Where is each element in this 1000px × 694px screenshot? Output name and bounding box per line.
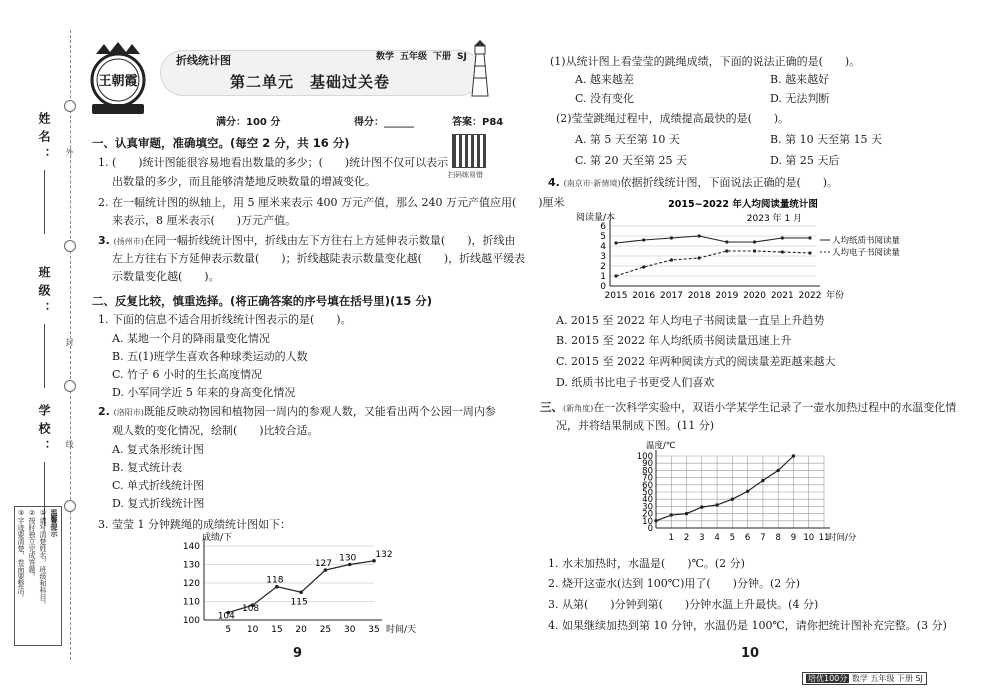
name-field[interactable] [36, 112, 53, 234]
series-line [656, 456, 793, 521]
data-point [642, 238, 645, 241]
x-tick-label: 10 [246, 625, 259, 635]
question-3-cont: 示数量变化越( )。 [112, 270, 220, 283]
volume: 下册 [433, 52, 452, 62]
qr-caption: 扫码练易错 [448, 171, 483, 179]
x-tick-label: 25 [319, 625, 332, 635]
option[interactable]: C. 竹子 6 小时的生长高度情况 [112, 368, 263, 381]
x-tick-label: 15 [271, 625, 283, 635]
x-tick-label: 2 [683, 533, 690, 543]
data-point [776, 469, 779, 472]
option[interactable]: B. 越来越好 [770, 73, 830, 86]
option[interactable]: C. 第 20 天至第 25 天 [575, 154, 687, 167]
data-label: 127 [314, 559, 333, 570]
x-tick-label: 2021 [770, 291, 794, 301]
question-3-text: 在同一幅折线统计图中，折线由左下方往右上方延伸表示数量( )，折线由 [143, 234, 516, 247]
data-point [731, 498, 734, 501]
option[interactable]: C. 单式折线统计图 [112, 479, 205, 492]
x-tick-label: 2022 [798, 291, 822, 301]
option[interactable]: B. 第 10 天至第 15 天 [770, 133, 883, 146]
section-3-text: 在一次科学实验中，双语小学某学生记录了一壶水加热过程中的水温变化情 [593, 401, 957, 414]
water-temperature-chart [628, 436, 860, 554]
answer-ref: 答案：P84 [452, 117, 504, 128]
page-title: 第二单元 基础过关卷 [230, 73, 391, 91]
y-tick-label: 110 [182, 597, 200, 608]
x-tick-label: 2015 [604, 291, 628, 301]
y-tick-label: 0 [647, 524, 653, 534]
data-point [698, 256, 701, 259]
data-point [614, 274, 617, 277]
question-3-cont: 左上方往右下方延伸表示数量( )；折线越陡表示数量变化越( )，折线越平缓表 [112, 252, 526, 265]
section-3-heading [540, 400, 956, 416]
section-1-heading: 一、认真审题，准确填空。(每空 2 分，共 16 分) [92, 136, 350, 150]
question-5-source: (洛阳市) [113, 408, 144, 417]
notice-line: ③字迹要清楚，卷面要整洁。 [17, 509, 25, 601]
y-tick-label: 3 [600, 252, 606, 262]
question-3: 3. (扬州市)在同一幅折线统计图中，折线由左下方往右上方延伸表示数量( )，折线由 [98, 234, 516, 247]
option[interactable]: A. 2015 至 2022 年人均电子书阅读量一直呈上升趋势 [556, 314, 825, 327]
school-label: 学校： [37, 404, 51, 458]
subject-line [376, 49, 473, 62]
option[interactable]: D. 无法判断 [770, 92, 830, 105]
x-tick-label: 20 [295, 625, 307, 635]
y-tick-label: 60 [642, 480, 653, 491]
name-label: 姓名： [37, 112, 51, 166]
data-point [792, 454, 795, 457]
y-axis-label: 阅读量/本 [576, 213, 616, 223]
data-label: 104 [217, 611, 235, 622]
option[interactable]: B. 复式统计表 [112, 461, 183, 474]
data-label: 130 [339, 553, 357, 564]
y-tick-label: 6 [600, 222, 606, 232]
x-tick-label: 2020 [743, 291, 767, 301]
option[interactable]: D. 复式折线统计图 [112, 497, 205, 510]
x-tick-label: 5 [729, 533, 736, 543]
data-point [761, 479, 764, 482]
y-tick-label: 1 [600, 272, 606, 282]
data-point [654, 519, 657, 522]
binding-tag-seal: 封 [65, 338, 74, 346]
question-4: 1. 下面的信息不适合用折线统计图表示的是( )。 [98, 313, 352, 326]
lighthouse-icon [466, 40, 494, 98]
y-tick-label: 4 [600, 242, 606, 252]
x-tick-label: 5 [225, 625, 232, 635]
binding-tag-line: 线 [65, 440, 74, 448]
data-point [725, 240, 728, 243]
subject: 数学 [376, 52, 395, 62]
y-tick-label: 2 [600, 262, 606, 272]
x-tick-label: 11 [818, 533, 830, 543]
data-point [753, 240, 756, 243]
question-5-cont: 观人数的变化情况，绘制( )比较合适。 [112, 424, 319, 437]
binding-circle-mark [64, 500, 76, 512]
legend-label: 人均电子书阅读量 [832, 248, 901, 258]
question-7-text: 依据折线统计图，下面说法正确的是( )。 [620, 176, 839, 189]
y-tick-label: 80 [642, 466, 653, 477]
option[interactable]: D. 纸质书比电子书更受人们喜欢 [556, 376, 715, 389]
y-tick-label: 50 [642, 488, 653, 498]
data-label: 108 [241, 604, 260, 615]
chart-title: 2015~2022 年人均阅读量统计图 [668, 199, 818, 210]
question-2: 2. 在一幅统计图的纵轴上，用 5 厘米来表示 400 万元产值，那么 240 万元产值应用( )厘米 [98, 196, 565, 209]
y-tick-label: 40 [642, 495, 653, 506]
page-number-left: 9 [293, 646, 303, 661]
x-tick-label: 10 [803, 533, 815, 543]
x-tick-label: 1 [668, 533, 674, 543]
data-point [700, 505, 703, 508]
section-2-heading: 二、反复比较，慎重选择。(将正确答案的序号填在括号里)(15 分) [92, 294, 433, 308]
x-tick-label: 3 [699, 533, 705, 543]
section-3-cont: 况，并将结果制成下图。(11 分) [556, 419, 715, 432]
x-tick-label: 30 [343, 625, 356, 635]
y-axis-label: 成绩/下 [202, 533, 233, 543]
x-axis-label: 时间/天 [386, 625, 417, 635]
x-tick-label: 2016 [632, 291, 656, 301]
binding-circle-mark [64, 100, 76, 112]
y-tick-label: 30 [642, 502, 653, 513]
class-field[interactable] [36, 266, 53, 388]
jump-rope-chart [160, 532, 420, 640]
y-tick-label: 120 [182, 579, 200, 589]
y-tick-label: 100 [182, 616, 200, 626]
notice-line: ①请写清楚姓名，班级和科目。 [39, 509, 47, 608]
question-9: 2. 烧开这壶水(达到 100℃)用了( )分钟。(2 分) [548, 577, 801, 590]
class-label: 班级： [37, 266, 51, 320]
edition: SJ [457, 52, 467, 62]
data-point [642, 265, 645, 268]
data-point [725, 249, 728, 252]
question-2-cont: 来表示，8 厘米表示( )万元产值。 [112, 214, 297, 227]
section-3-number: 三、 [540, 400, 563, 414]
y-tick-label: 20 [642, 509, 653, 520]
y-tick-label: 70 [642, 473, 653, 484]
data-point [670, 236, 673, 239]
question-7-source: (南京市·新情境) [563, 179, 621, 188]
question-8: 1. 水未加热时，水温是( )℃。(2 分) [548, 557, 745, 570]
x-tick-label: 4 [714, 533, 720, 543]
qr-code[interactable] [452, 134, 486, 168]
x-axis-label: 年份 [826, 291, 845, 301]
reading-chart [548, 196, 908, 308]
legend-label: 人均纸质书阅读量 [832, 236, 901, 246]
option[interactable]: A. 复式条形统计图 [112, 443, 204, 456]
data-point [670, 258, 673, 261]
question-7: 4. (南京市·新情境)依据折线统计图，下面说法正确的是( )。 [548, 176, 839, 189]
y-tick-label: 5 [600, 232, 606, 242]
question-5-text: 既能反映动物园和植物园一周内的参观人数，又能看出两个公园一周内参 [143, 405, 496, 418]
question-3-source: (扬州市) [113, 237, 144, 246]
binding-tag-outer: 外 [65, 148, 74, 156]
x-tick-label: 9 [790, 533, 797, 543]
y-tick-label: 140 [182, 542, 200, 552]
question-6-2: (2)莹莹跳绳过程中，成绩提高最快的是( )。 [556, 112, 790, 125]
y-tick-label: 100 [636, 452, 653, 462]
y-tick-label: 130 [182, 560, 200, 571]
data-point [614, 241, 617, 244]
notice-line: ②按时独立完成答题。 [28, 509, 36, 580]
option[interactable]: A. 第 5 天至第 10 天 [575, 133, 680, 146]
unit-label: 折线统计图 [176, 54, 231, 67]
option[interactable]: A. 越来越差 [575, 73, 634, 86]
y-tick-label: 90 [642, 459, 653, 470]
data-label: 115 [290, 597, 308, 608]
option[interactable]: D. 小军同学近 5 年来的身高变化情况 [112, 386, 296, 399]
question-10: 3. 从第( )分钟到第( )分钟水温上升最快。(4 分) [548, 598, 819, 611]
data-label: 118 [266, 575, 284, 586]
option[interactable]: B. 五(1)班学生喜欢各种球类运动的人数 [112, 350, 308, 363]
data-point [299, 590, 303, 594]
footer-brand: 培优100分 [808, 674, 848, 683]
notice-box [14, 506, 62, 646]
grade: 五年级 [400, 52, 428, 62]
x-tick-label: 8 [775, 533, 781, 543]
data-point [808, 236, 811, 239]
data-point [781, 250, 784, 253]
x-tick-label: 35 [368, 625, 380, 635]
footer-tag [802, 672, 927, 685]
question-6: 3. 莹莹 1 分钟跳绳的成绩统计图如下： [98, 518, 291, 531]
x-axis-label: 时间/分 [828, 533, 857, 543]
brand-logo [86, 40, 150, 120]
data-point [698, 234, 701, 237]
x-tick-label: 2018 [687, 291, 711, 301]
binding-circle-mark [64, 380, 76, 392]
question-1-cont: 出数量的多少，而且能够清楚地反映数量的增减变化。 [112, 175, 376, 188]
data-point [685, 512, 688, 515]
question-6-1: (1)从统计图上看莹莹的跳绳成绩，下面的说法正确的是( )。 [550, 55, 861, 68]
chart-subtitle: 2023 年 1 月 [746, 214, 802, 224]
option[interactable]: A. 某地一个月的降雨量变化情况 [112, 332, 270, 345]
option[interactable]: C. 没有变化 [575, 92, 635, 105]
question-11: 4. 如果继续加热到第 10 分钟，水温仍是 100℃，请你把统计图补充完整。(3 分) [548, 619, 947, 632]
data-point [715, 503, 718, 506]
section-3-source: (新角度) [563, 404, 594, 413]
y-axis-label: 温度/℃ [646, 441, 676, 451]
question-5: 2. (洛阳市)既能反映动物园和植物园一周内的参观人数，又能看出两个公园一周内参 [98, 405, 496, 418]
option[interactable]: B. 2015 至 2022 年人均纸质书阅读量迅速上升 [556, 334, 792, 347]
y-tick-label: 10 [642, 516, 653, 527]
brand-name: 王朝霞 [98, 74, 138, 89]
score-field[interactable]: 得分：______ [354, 117, 414, 128]
option[interactable]: C. 2015 至 2022 年两种阅读方式的阅读量差距越来越大 [556, 355, 836, 368]
x-tick-label: 2017 [659, 291, 683, 301]
binding-circle-mark [64, 240, 76, 252]
series-line [616, 251, 810, 276]
x-tick-label: 2019 [715, 291, 739, 301]
binding-strip [0, 0, 88, 694]
y-tick-label: 0 [600, 282, 606, 292]
notice-tag: 温馨提示 [50, 509, 58, 537]
data-point [746, 490, 749, 493]
footer-text: 数学 五年级 下册 SJ [851, 674, 923, 683]
x-tick-label: 7 [760, 533, 766, 543]
full-score: 满分：100 分 [216, 117, 281, 128]
data-point [670, 513, 673, 516]
x-tick-label: 6 [744, 533, 751, 543]
data-point [781, 236, 784, 239]
data-point [808, 251, 811, 254]
page-number-right: 10 [741, 646, 760, 661]
question-1: 1. ( )统计图能很容易地看出数量的多少；( )统计图不仅可以表示 [98, 156, 449, 169]
option[interactable]: D. 第 25 天后 [770, 154, 840, 167]
data-point [753, 249, 756, 252]
data-label: 132 [375, 549, 393, 560]
